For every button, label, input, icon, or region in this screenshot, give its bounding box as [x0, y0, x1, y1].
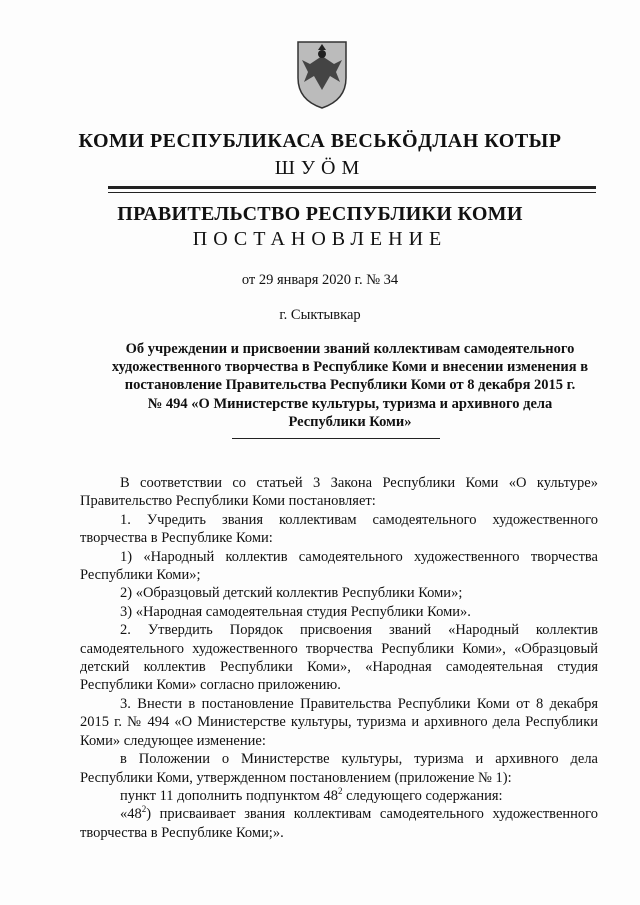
- title-line: художественного творчества в Республике Коми и внесении изменения в: [111, 359, 589, 376]
- text-fragment: «48: [120, 806, 142, 823]
- komi-government-title: КОМИ РЕСПУБЛИКАСА ВЕСЬКӦДЛАН КОТЫР: [78, 130, 562, 152]
- document-date: от 29 января 2020 г. № 34: [241, 272, 399, 288]
- header-divider-thick: [108, 186, 596, 189]
- clause-paragraph: 2. Утвердить Порядок присвоения званий «Народный коллектив самодеятельного художественного творчества Республики Коми», «Образцовый детский коллектив Республики Коми», «Народная самодеятельная студия Республики Коми» согласно приложению.: [80, 622, 598, 694]
- list-item: 1) «Народный коллектив самодеятельного художественного творчества Республики Коми»;: [80, 548, 598, 584]
- list-item: 2) «Образцовый детский коллектив Республики Коми»;: [120, 585, 463, 602]
- title-line: Республики Коми»: [288, 413, 412, 430]
- clause-paragraph: [80, 787, 598, 805]
- russian-document-type: ПОСТАНОВЛЕНИЕ: [192, 228, 448, 250]
- document-city: г. Сыктывкар: [279, 307, 361, 323]
- russian-government-title: ПРАВИТЕЛЬСТВО РЕСПУБЛИКИ КОМИ: [117, 203, 523, 225]
- resolution-body: [80, 474, 598, 842]
- text-fragment: следующего содержания:: [342, 787, 503, 804]
- superscript: 2: [337, 786, 343, 797]
- clause-paragraph: 3. Внести в постановление Правительства Республики Коми от 8 декабря 2015 г. № 494 «О Министерстве культуры, туризма и архивного дела Республики Коми» следующее изменение:: [80, 695, 598, 749]
- clause-paragraph: [80, 805, 598, 842]
- coat-of-arms-icon: [292, 38, 352, 110]
- clause-paragraph: 1. Учредить звания коллективам самодеятельного художественного творчества в Республике Коми:: [80, 511, 598, 547]
- list-item: 3) «Народная самодеятельная студия Республики Коми».: [120, 603, 471, 620]
- title-line: Об учреждении и присвоении званий коллективам самодеятельного: [125, 341, 575, 357]
- text-fragment: ) присваивает звания коллективам самодеятельного художественного творчества в Республике Коми;».: [80, 806, 598, 841]
- header-divider-thin: [108, 192, 596, 193]
- preamble-paragraph: В соответствии со статьей 3 Закона Республики Коми «О культуре» Правительство Республики Коми постановляет:: [80, 475, 598, 510]
- text-fragment: пункт 11 дополнить подпунктом 48: [120, 787, 338, 804]
- title-line: постановление Правительства Республики Коми от 8 декабря 2015 г.: [124, 377, 576, 394]
- resolution-title: [100, 340, 600, 431]
- superscript: 2: [141, 804, 147, 815]
- title-line: № 494 «О Министерстве культуры, туризма и архивного дела: [147, 395, 553, 412]
- title-underline: [232, 438, 440, 439]
- komi-document-type: ШУӦМ: [274, 157, 366, 179]
- clause-paragraph: в Положении о Министерстве культуры, туризма и архивного дела Республики Коми, утвержденном постановлением (приложение № 1):: [80, 751, 598, 786]
